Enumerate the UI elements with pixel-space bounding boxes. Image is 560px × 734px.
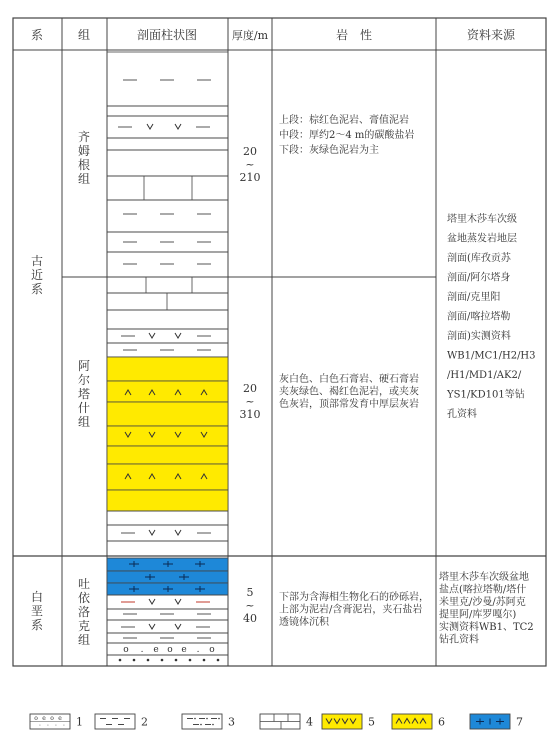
anhydrite-layer <box>107 357 228 381</box>
limestone-layer <box>107 310 228 329</box>
legend-item-conglomerate <box>30 714 83 730</box>
thickness-values <box>240 145 261 625</box>
legend-swatch <box>95 714 135 729</box>
mudstone-layer <box>107 106 228 116</box>
svg-text:o: o <box>34 715 38 722</box>
svg-text:·: · <box>63 722 65 730</box>
lithology-text: 下部为含海相生物化石的砂砾岩，上部为泥岩/含膏泥岩，夹石盐岩透镜体沉积 <box>279 592 429 628</box>
conglomerate-layer <box>107 655 228 666</box>
mudstone-layer <box>107 138 228 150</box>
lithologic-column <box>107 52 228 666</box>
svg-text:·: · <box>47 722 49 730</box>
limestone-layer <box>107 176 228 200</box>
header-lithology: 岩 性 <box>335 28 373 42</box>
svg-text:·: · <box>55 722 57 730</box>
lithology-text: 灰白色、白色石膏岩、硬石膏岩夹灰绿色、褐红色泥岩，或夹灰色灰岩，顶部常发育中厚层灰岩 <box>279 374 419 410</box>
legend-swatch <box>392 714 432 729</box>
header-system: 系 <box>30 28 44 42</box>
formation-label-tuyiluoke: 吐依洛克组 <box>77 577 91 648</box>
svg-text:o: o <box>167 645 173 655</box>
legend-item-mudstone <box>95 714 148 729</box>
formation-label-qimugen: 齐姆根组 <box>77 130 91 187</box>
thickness-value: 20 ~ 210 <box>239 145 261 184</box>
gypsum-layer <box>107 490 228 511</box>
gypsum-symbols <box>147 124 181 129</box>
legend-number: 5 <box>368 715 375 729</box>
source-text: 塔里木莎车次级盆地盐点(喀拉塔勒/塔什米里克/沙曼/苏阿克提里阿/库罗嘎尔)实测资料WB1、TC2 钻孔资料 <box>439 572 534 646</box>
svg-text:e: e <box>181 645 187 655</box>
anhydrite-layer <box>107 381 228 402</box>
gypsum-symbols <box>149 530 181 535</box>
halite-layer <box>107 571 228 583</box>
legend-item-siltstone <box>182 714 235 729</box>
limestone-joints <box>146 277 192 293</box>
svg-text:o: o <box>209 645 215 655</box>
legend-number: 7 <box>516 715 523 729</box>
gypsum-layer <box>107 426 228 446</box>
conglomerate-symbols <box>119 659 220 662</box>
gypsum-symbols <box>149 624 181 629</box>
system-label-cretaceous: 白垩系 <box>30 590 44 633</box>
legend-item-halite <box>470 714 523 729</box>
limestone-joints <box>144 176 192 200</box>
legend-item-limestone <box>260 714 313 729</box>
legend-number: 1 <box>76 715 83 729</box>
header-thickness: 厚度/m <box>231 29 269 42</box>
svg-text:e: e <box>42 715 46 722</box>
table-header <box>31 27 516 42</box>
formation-labels <box>78 130 90 647</box>
mudstone-layer <box>107 511 228 525</box>
limestone-layer <box>107 293 228 310</box>
thickness-value: 5 ~ 40 <box>243 586 257 625</box>
source-text: 塔里木莎车次级盆地蒸发岩地层剖面(库孜贡苏剖面/阿尔塔身剖面/克里阳剖面/喀拉塔勒剖面)实测资料 WB1/MC1/H2/H3 /H1/MD1/AK2/ YS1/KD101等钻孔资料 <box>447 214 536 420</box>
legend-number: 6 <box>438 715 445 729</box>
svg-text:e: e <box>153 645 159 655</box>
legend-number: 4 <box>306 715 313 729</box>
lithology-text: 上段：棕红色泥岩、膏值泥岩中段：厚约2～4 m的碳酸盐岩下段：灰绿色泥岩为主 <box>279 115 415 156</box>
svg-text:.: . <box>140 645 144 655</box>
limestone-layer <box>107 277 228 293</box>
header-group: 组 <box>77 28 91 42</box>
gypsum-symbols <box>149 333 181 338</box>
mudstone-layer <box>107 541 228 556</box>
system-labels <box>31 253 43 632</box>
data-sources <box>439 212 536 646</box>
limestone-layer <box>107 150 228 176</box>
conglomerate-symbols <box>123 645 214 655</box>
svg-text:o: o <box>50 715 54 722</box>
system-label-paleogene: 古近系 <box>30 254 44 297</box>
mudstone-layer <box>107 52 228 106</box>
formation-label-altashi: 阿尔塔什组 <box>77 359 91 430</box>
legend-swatch <box>182 714 222 729</box>
mudstone-layer <box>107 200 228 232</box>
svg-text:.: . <box>196 645 200 655</box>
legend-item-anhydrite <box>392 714 445 729</box>
legend <box>30 714 523 730</box>
gypsum-layer <box>107 446 228 464</box>
legend-number: 2 <box>141 715 148 729</box>
anhydrite-layer <box>107 464 228 490</box>
gypsum-layer <box>107 402 228 426</box>
legend-number: 3 <box>228 715 235 729</box>
svg-text:e: e <box>58 715 62 722</box>
header-column: 剖面柱状图 <box>136 28 198 42</box>
thickness-value: 20 ~ 310 <box>239 382 261 421</box>
svg-text:o: o <box>123 645 129 655</box>
svg-text:·: · <box>39 722 41 730</box>
legend-item-gypsum <box>322 714 375 729</box>
lithology-descriptions <box>279 113 429 628</box>
gypsum-symbols <box>149 599 181 604</box>
header-source: 资料来源 <box>466 28 516 42</box>
